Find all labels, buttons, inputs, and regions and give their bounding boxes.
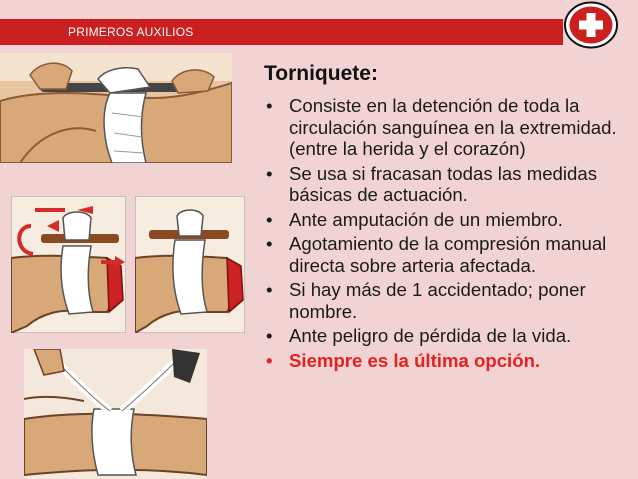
slide-content <box>264 62 636 374</box>
bullet-dot: • <box>266 349 273 371</box>
bullet-dot: • <box>266 162 273 184</box>
tourniquet-tied-illustration <box>135 196 245 333</box>
bullet-item <box>264 95 636 160</box>
bullet-item <box>264 209 636 231</box>
bullet-text: Ante peligro de pérdida de la vida. <box>289 325 572 346</box>
bullet-dot: • <box>266 325 273 346</box>
bullet-dot: • <box>266 233 273 254</box>
bullet-item <box>264 325 636 347</box>
tourniquet-twist-arrow-illustration <box>11 196 126 333</box>
bullet-list <box>264 95 636 371</box>
bullet-text: Siempre es la última opción. <box>289 349 541 371</box>
bullet-item <box>264 279 636 322</box>
bullet-text: Agotamiento de la compresión manual directa sobre arteria afectada. <box>289 233 607 276</box>
bullet-text: Ante amputación de un miembro. <box>289 208 563 230</box>
slide-title: Torniquete: <box>264 62 378 85</box>
bullet-text: Se usa si fracasan todas las medidas básicas de actuación. <box>289 162 597 205</box>
bullet-item-emphasis <box>264 350 636 372</box>
bullet-dot: • <box>266 95 273 116</box>
header-bar <box>0 19 563 45</box>
bullet-text: Si hay más de 1 accidentado; poner nombre. <box>289 279 586 322</box>
bullet-dot: • <box>266 279 273 300</box>
swiss-cross-emblem-icon <box>562 0 620 50</box>
tourniquet-thigh-illustration <box>0 53 232 163</box>
bullet-text: Consiste en la detención de toda la circulación sanguínea en la extremidad. (entre la herida y el corazón) <box>289 95 617 159</box>
bullet-item <box>264 233 636 276</box>
bullet-item <box>264 163 636 206</box>
bullet-dot: • <box>266 208 273 230</box>
tourniquet-knot-illustration <box>24 349 207 479</box>
header-title: PRIMEROS AUXILIOS <box>68 25 194 39</box>
